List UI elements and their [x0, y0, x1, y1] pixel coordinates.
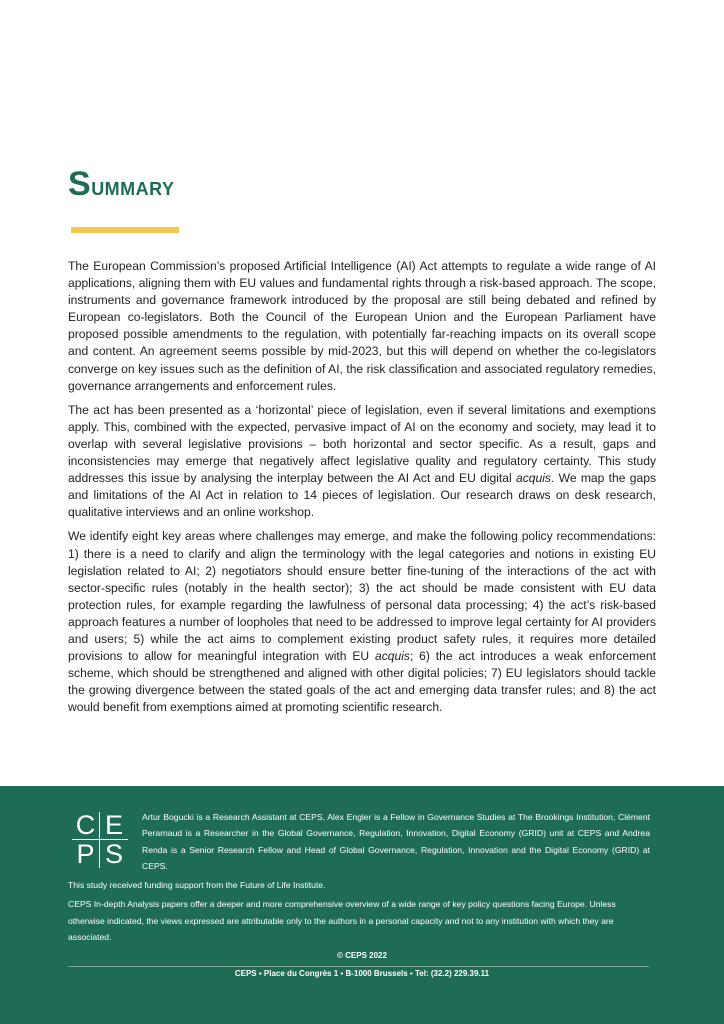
disclaimer-note: CEPS In-depth Analysis papers offer a deeper and more comprehensive overview of a wide range of key policy questions facing Europe. Unless otherwise indicated, the views expressed are attributable only to the authors in a personal capacity and not to any institution with which they are associated.: [68, 899, 616, 942]
title-rest: ummary: [91, 171, 175, 201]
address-line: CEPS ▪ Place du Congrès 1 ▪ B-1000 Brussels ▪ Tel: (32.2) 229.39.11: [234, 969, 490, 978]
footer-panel: [0, 786, 724, 1024]
summary-paragraph-3: We identify eight key areas where challenges may emerge, and make the following policy recommendations: 1) there is a need to clarify and align the terminology with the legal categories and notions in existing EU legislation related to AI; 2) negotiators should ensure better fine-tuning of the interactions of the act with sector-specific rules (notably in the health sector); 3) the act should be made consistent with EU data protection rules, for example regarding the lawfulness of personal data processing; 4) the act’s risk-based approach features a number of loopholes that need to be addressed to improve legal certainty for AI providers and users; 5) while the act aims to complement existing product safety rules, it requires more detailed provisions to allow for meaningful integration with EU acquis; 6) the act introduces a weak enforcement scheme, which should be strengthened and aligned with other digital policies; 7) EU legislators should tackle the growing divergence between the stated goals of the act and emerging data transfer rules; and 8) the act would benefit from exemptions aimed at promoting scientific research.: [68, 529, 656, 715]
footer-divider: [68, 966, 649, 967]
summary-body: [68, 258, 656, 723]
logo-letter-s: S: [104, 838, 123, 869]
summary-paragraph-1: The European Commission’s proposed Artificial Intelligence (AI) Act attempts to regulate a wide range of AI applications, aligning them with EU values and fundamental rights through a risk-based approach. The scope, instruments and governance framework introduced by the proposal are still being debated and refined by European co-legislators. Both the Council of the European Union and the European Parliament have proposed possible amendments to the regulation, with potentially far-reaching impacts on its overall scope and content. An agreement seems possible by mid-2023, but this will depend on whether the co-legislators converge on key issues such as the definition of AI, the risk classification and associated regulatory remedies, governance arrangements and enforcement rules.: [68, 259, 656, 393]
ceps-logo: [72, 812, 128, 868]
logo-letter-e: E: [100, 812, 128, 840]
authors-note: Artur Bogucki is a Research Assistant at CEPS, Alex Engler is a Fellow in Governance Studies at The Brookings Institution, Clément Perarnaud is a Researcher in the Global Governance, Regulation, Innovation, Digital Economy (GRID) unit at CEPS and Andrea Renda is a Senior Research Fellow and Head of Global Governance, Regulation, Innovation and the Digital Economy (GRID) at CEPS.: [142, 812, 650, 871]
page-title: [68, 165, 175, 204]
logo-letter-p: P: [72, 840, 100, 868]
funding-note: This study received funding support from the Future of Life Institute.: [68, 880, 326, 890]
logo-letter-c: C: [72, 812, 100, 840]
title-underline-bar: [71, 227, 179, 233]
copyright-line: © CEPS 2022: [337, 951, 387, 960]
summary-paragraph-2: The act has been presented as a ‘horizontal’ piece of legislation, even if several limitations and exemptions apply. This, combined with the expected, pervasive impact of AI on the economy and society, may lead it to overlap with several legislative provisions – both horizontal and sector specific. As a result, gaps and inconsistencies may emerge that negatively affect legislative quality and regulatory certainty. This study addresses this issue by analysing the interplay between the AI Act and EU digital acquis. We map the gaps and limitations of the AI Act in relation to 14 pieces of legislation. Our research draws on desk research, qualitative interviews and an online workshop.: [68, 402, 656, 520]
title-initial: S: [68, 165, 92, 203]
